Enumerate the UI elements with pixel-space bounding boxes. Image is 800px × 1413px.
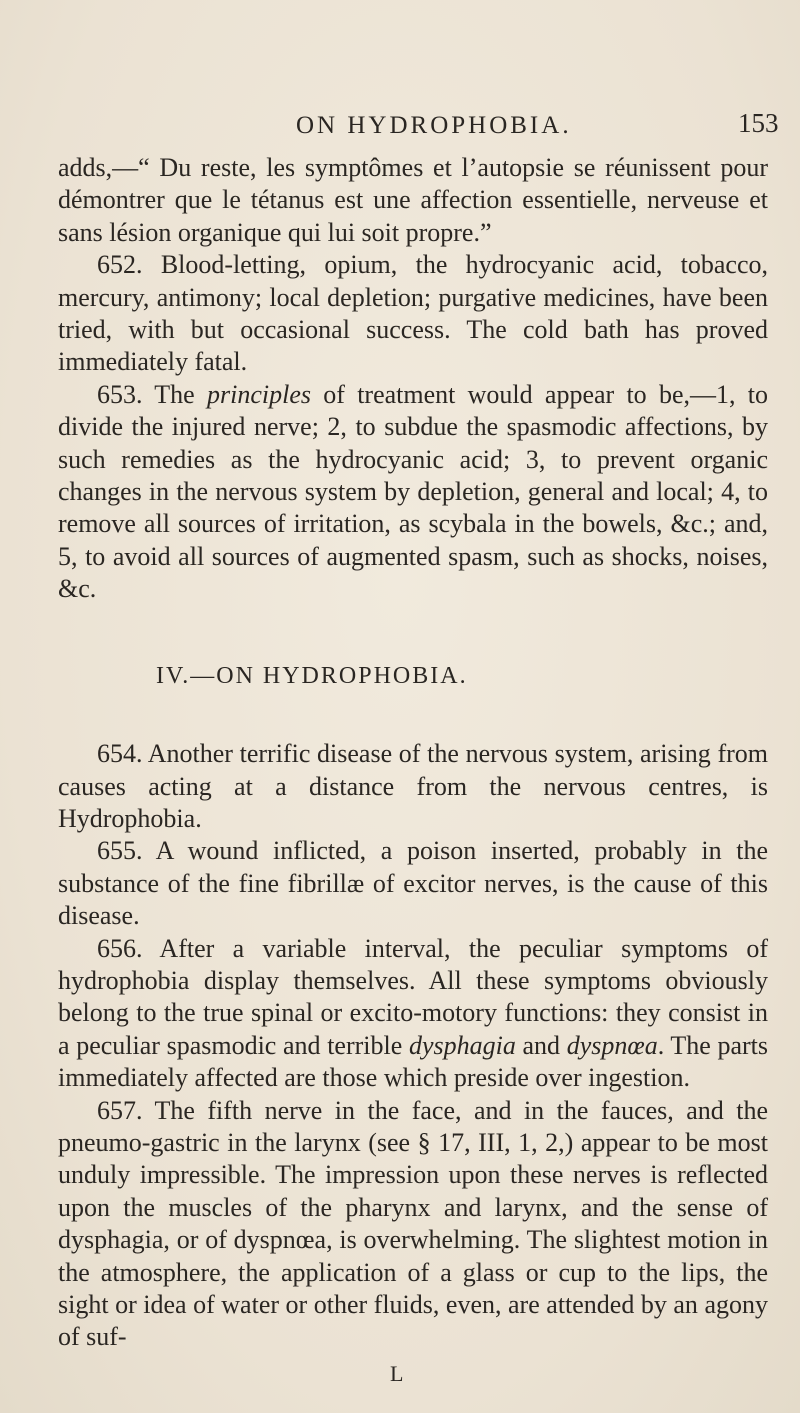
- paragraph-656-rest: . The parts immediately affected are those which preside over ingestion.: [58, 1030, 768, 1093]
- paragraph-654: 654. Another terrific disease of the nervous system, arising from causes acting at a distance from the nervous centres, is Hydrophobia.: [58, 739, 768, 833]
- paragraph-656-emphasis-dyspnoea: dyspnœa: [566, 1030, 658, 1060]
- paragraph-656: [58, 933, 768, 1095]
- paragraph-655: 655. A wound inflicted, a poison inserted, probably in the substance of the fine fibrillæ of excitor nerves, is the cause of this disease.: [58, 836, 768, 931]
- paragraph-656-emphasis-dysphagia: dysphagia: [408, 1030, 516, 1060]
- page-number: 153: [738, 108, 779, 138]
- paragraph-653-lead: 653. The: [97, 379, 207, 409]
- paragraph-657: 657. The fifth nerve in the face, and in the fauces, and the pneumo-gastric in the larynx (see § 17, III, 1, 2,) appear to be most unduly impressible. The impression upon these nerves is reflected upon the muscles of the pharynx and larynx, and the sense of dysphagia, or of dyspnœa, is overwhelming. The slightest motion in the atmosphere, the application of a glass or cup to the lips, the sight or idea of water or other fluids, even, are attended by an agony of suf-: [58, 1095, 768, 1352]
- running-head: ON HYDROPHOBIA.: [296, 112, 572, 139]
- section-heading: IV.—ON HYDROPHOBIA.: [156, 662, 468, 689]
- paragraph-653-emphasis: principles: [207, 379, 311, 409]
- paragraph-656-and: and: [515, 1030, 567, 1060]
- paragraph-653: [58, 379, 768, 606]
- page-header: [0, 104, 800, 144]
- paragraph-french-quote: adds,—“ Du reste, les symptômes et l’autopsie se réunissent pour démontrer que le tétanus est une affection essentielle, nerveuse et sans lésion organique qui lui soit propre.”: [58, 153, 768, 247]
- body-text: [58, 152, 768, 1354]
- signature-mark: L: [390, 1361, 404, 1386]
- paragraph-653-rest: of treatment would appear to be,—1, to divide the injured nerve; 2, to subdue the spasmodic affections, by such remedies as the hydrocyanic acid; 3, to prevent organic changes in the nervous system by depletion, general and local; 4, to remove all sources of irritation, as scybala in the bowels, &c.; and, 5, to avoid all sources of augmented spasm, such as shocks, noises, &c.: [58, 379, 768, 604]
- paragraph-652: 652. Blood-letting, opium, the hydrocyanic acid, tobacco, mercury, antimony; local depletion; purgative medicines, have been tried, with but occasional success. The cold bath has proved immediately fatal.: [58, 250, 768, 377]
- paragraph-656-lead: 656. After a variable interval, the peculiar symptoms of hydrophobia display themselves. All these symptoms obviously belong to the true spinal or excito-motory functions: they consist in a peculiar spasmodic and terrible: [58, 933, 768, 1060]
